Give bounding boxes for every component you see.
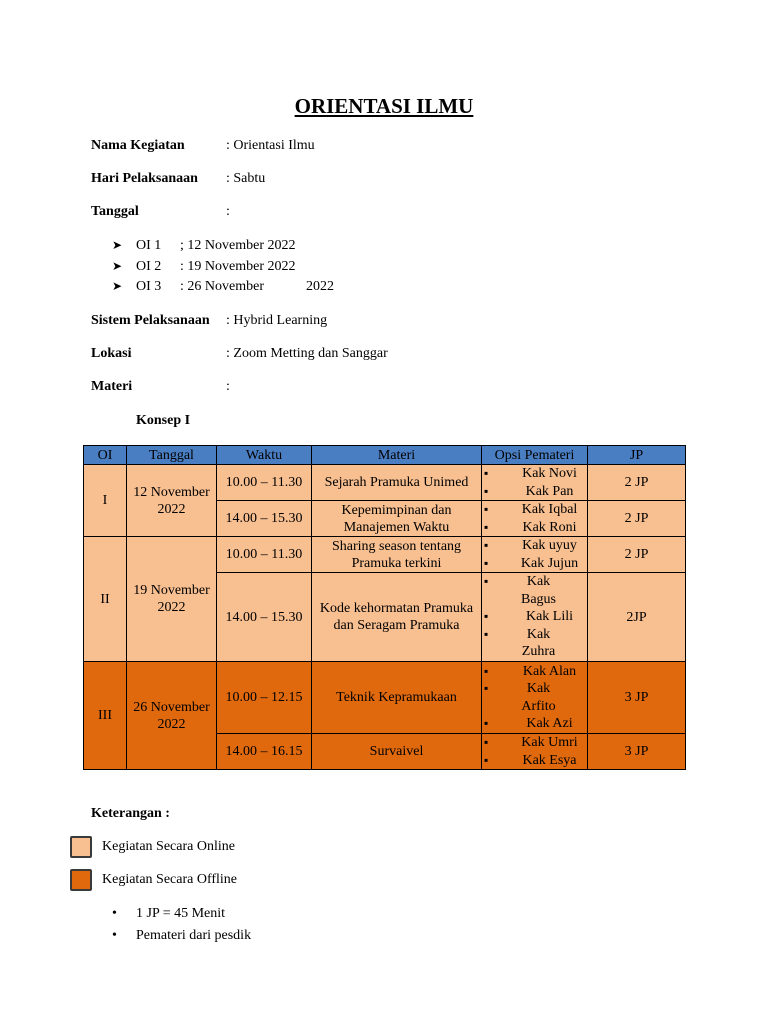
date-value: : 19 November 2022 xyxy=(180,258,296,274)
pemateri-item: ▪ Kak Bagus xyxy=(484,573,585,608)
materi-cell: Teknik Kepramukaan xyxy=(312,662,482,734)
materi-cell: Sharing season tentang Pramuka terkini xyxy=(312,537,482,573)
pemateri-item: ▪ Kak Pan xyxy=(484,483,585,501)
bullet-icon: • xyxy=(112,906,117,921)
field-value: : Sabtu xyxy=(226,171,266,186)
legend-label: Kegiatan Secara Online xyxy=(102,839,235,854)
legend-swatch-offline xyxy=(70,869,92,891)
waktu-cell: 14.00 – 15.30 xyxy=(217,501,312,537)
pemateri-item: ▪ Kak Iqbal xyxy=(484,501,585,519)
materi-cell: Survaivel xyxy=(312,734,482,770)
jp-cell: 3 JP xyxy=(588,734,686,770)
pemateri-cell xyxy=(482,465,588,501)
bullet-icon: • xyxy=(112,928,117,943)
pemateri-item: ▪ Kak Azi xyxy=(484,715,585,733)
waktu-cell: 10.00 – 11.30 xyxy=(217,537,312,573)
field-value: : xyxy=(226,379,230,394)
field-value: : Hybrid Learning xyxy=(226,313,328,328)
tanggal-cell: 12 November 2022 xyxy=(127,465,217,537)
tanggal-cell: 26 November 2022 xyxy=(127,662,217,770)
field-label: Lokasi xyxy=(91,346,132,361)
materi-cell: Kepemimpinan dan Manajemen Waktu xyxy=(312,501,482,537)
tanggal-cell: 19 November 2022 xyxy=(127,537,217,662)
date-value: : 26 November 2022 xyxy=(180,279,334,294)
field-label: Tanggal xyxy=(91,204,139,219)
date-code: OI 3 xyxy=(136,279,162,294)
pemateri-item: ▪ Kak Alan xyxy=(484,663,585,681)
column-header: Tanggal xyxy=(127,446,217,465)
keterangan-heading: Keterangan : xyxy=(91,806,170,821)
section-heading-konsep: Konsep I xyxy=(136,413,191,428)
table-header-row xyxy=(84,446,686,465)
column-header: OI xyxy=(84,446,127,465)
legend-swatch-online xyxy=(70,836,92,858)
jp-cell: 2JP xyxy=(588,573,686,662)
field-value: : Zoom Metting dan Sanggar xyxy=(226,346,388,361)
arrow-bullet-icon: ➤ xyxy=(112,238,123,252)
waktu-cell: 14.00 – 15.30 xyxy=(217,573,312,662)
document-title: ORIENTASI ILMU xyxy=(294,94,474,118)
waktu-cell: 14.00 – 16.15 xyxy=(217,734,312,770)
pemateri-item: ▪ Kak Jujun xyxy=(484,555,585,573)
legend-label: Kegiatan Secara Offline xyxy=(102,872,238,887)
field-label: Nama Kegiatan xyxy=(91,138,185,153)
arrow-bullet-icon: ➤ xyxy=(112,279,123,293)
jp-cell: 3 JP xyxy=(588,662,686,734)
pemateri-cell xyxy=(482,662,588,734)
pemateri-cell xyxy=(482,573,588,662)
pemateri-item: ▪ Kak Umri xyxy=(484,734,585,752)
table-row xyxy=(84,537,686,573)
note-text: Pemateri dari pesdik xyxy=(136,928,252,943)
date-code: OI 2 xyxy=(136,258,162,274)
table-row xyxy=(84,662,686,734)
waktu-cell: 10.00 – 11.30 xyxy=(217,465,312,501)
jp-cell: 2 JP xyxy=(588,465,686,501)
pemateri-cell xyxy=(482,501,588,537)
materi-cell: Kode kehormatan Pramuka dan Seragam Pramuka xyxy=(312,573,482,662)
pemateri-item: ▪ Kak Esya xyxy=(484,752,585,770)
schedule-table xyxy=(83,445,686,770)
oi-cell: I xyxy=(84,465,127,537)
pemateri-item: ▪ Kak Arfito xyxy=(484,680,585,715)
pemateri-item: ▪ Kak Novi xyxy=(484,465,585,483)
column-header: JP xyxy=(588,446,686,465)
pemateri-item: ▪ Kak Roni xyxy=(484,519,585,537)
pemateri-item: ▪ Kak Lili xyxy=(484,608,585,626)
date-value: ; 12 November 2022 xyxy=(180,238,296,253)
oi-cell: III xyxy=(84,662,127,770)
column-header: Opsi Pemateri xyxy=(482,446,588,465)
table-row xyxy=(84,465,686,501)
pemateri-item: ▪ Kak Zuhra xyxy=(484,626,585,661)
field-value: : Orientasi Ilmu xyxy=(226,138,315,153)
materi-cell: Sejarah Pramuka Unimed xyxy=(312,465,482,501)
field-label: Materi xyxy=(91,379,133,394)
field-value: : xyxy=(226,204,230,219)
column-header: Waktu xyxy=(217,446,312,465)
field-label: Hari Pelaksanaan xyxy=(91,171,198,186)
arrow-bullet-icon: ➤ xyxy=(112,258,123,273)
date-code: OI 1 xyxy=(136,238,162,253)
jp-cell: 2 JP xyxy=(588,501,686,537)
pemateri-cell xyxy=(482,537,588,573)
column-header: Materi xyxy=(312,446,482,465)
field-label: Sistem Pelaksanaan xyxy=(91,313,210,328)
pemateri-item: ▪ Kak uyuy xyxy=(484,537,585,555)
jp-cell: 2 JP xyxy=(588,537,686,573)
oi-cell: II xyxy=(84,537,127,662)
waktu-cell: 10.00 – 12.15 xyxy=(217,662,312,734)
note-text: 1 JP = 45 Menit xyxy=(136,906,226,921)
pemateri-cell xyxy=(482,734,588,770)
